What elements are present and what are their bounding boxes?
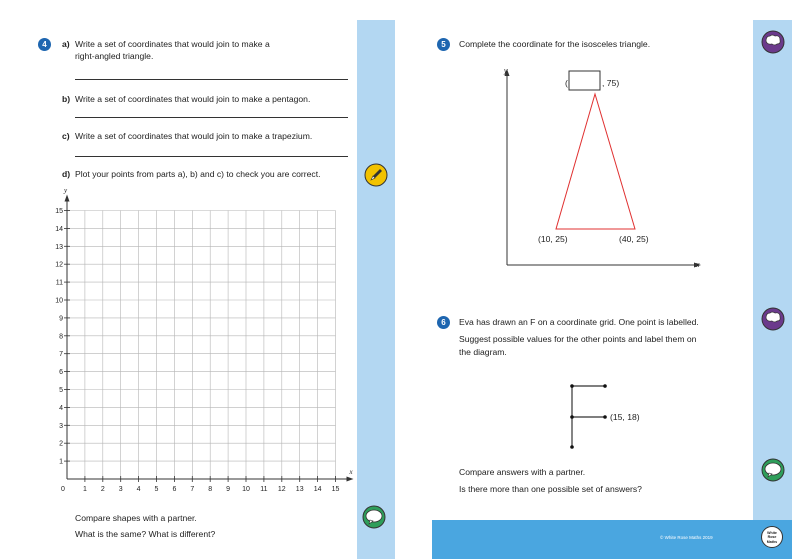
x-axis-label: x: [349, 468, 353, 476]
q4-coordinate-grid[interactable]: [50, 186, 355, 497]
pencil-icon: [364, 163, 388, 187]
x-tick-label: 11: [260, 486, 268, 493]
y-tick-label: 7: [59, 351, 63, 359]
y-tick-label: 1: [59, 458, 63, 466]
q5-right-point-label: (40, 25): [619, 234, 649, 244]
q6-text-line1: Eva has drawn an F on a coordinate grid. One point is labelled.: [459, 317, 699, 327]
x-tick-label: 9: [226, 486, 231, 493]
left-page-stripe: [357, 20, 395, 559]
q5-text: Complete the coordinate for the isosceles triangle.: [459, 39, 651, 49]
q6-text-line3: the diagram.: [459, 347, 507, 357]
y-tick-label: 5: [59, 387, 63, 394]
brain-icon: [761, 307, 785, 331]
f-point-top-left: [570, 384, 574, 388]
y-tick-label: 8: [59, 333, 63, 341]
y-axis-label: y: [64, 186, 68, 195]
x-tick-label: 10: [242, 486, 250, 493]
x-tick-label: 2: [100, 486, 105, 493]
logo-line-1: White: [767, 531, 777, 535]
y-tick-label: 3: [59, 422, 63, 430]
q5-left-point-label: (10, 25): [538, 234, 568, 244]
y-tick-label: 11: [55, 279, 63, 287]
isosceles-triangle: [556, 94, 635, 229]
x-tick-label: 6: [172, 486, 177, 493]
q4-compare-line2: What is the same? What is different?: [75, 529, 216, 539]
q4-a-text-line1: Write a set of coordinates that would join to make a: [75, 39, 270, 49]
q6-point-label: (15, 18): [610, 412, 640, 422]
q4-b-label: b): [62, 94, 71, 104]
f-point-top-right: [603, 384, 607, 388]
q5-x-axis-label: x: [696, 262, 700, 269]
q4-a-label: a): [62, 39, 70, 49]
x-tick-label: 14: [313, 486, 322, 493]
x-tick-label: 8: [208, 486, 213, 493]
q5-apex-y-value: , 75): [602, 78, 620, 88]
q4-c-label: c): [62, 131, 70, 141]
logo-line-2: Rose: [767, 535, 777, 540]
x-tick-label: 1: [82, 486, 87, 493]
origin-label: 0: [61, 486, 65, 493]
white-rose-logo: [761, 526, 783, 548]
q4-b-text: Write a set of coordinates that would join to make a pentagon.: [75, 94, 311, 104]
q6-compare-line1: Compare answers with a partner.: [459, 467, 586, 477]
q6-text-line2: Suggest possible values for the other points and label them on: [459, 334, 697, 344]
x-tick-label: 15: [331, 486, 340, 493]
question-5-number: 5: [437, 38, 450, 51]
question-4-number: 4: [38, 38, 51, 51]
brain-icon: [761, 30, 785, 54]
x-tick-label: 5: [154, 486, 159, 493]
right-page-stripe: [753, 20, 792, 520]
x-tick-label: 7: [190, 486, 195, 493]
x-axis-arrow: [347, 477, 354, 482]
y-tick-label: 2: [59, 440, 63, 448]
y-tick-label: 4: [59, 404, 63, 412]
y-tick-label: 14: [55, 225, 63, 233]
footer-copyright: © White Rose Maths 2019: [660, 535, 713, 540]
q4-compare-line1: Compare shapes with a partner.: [75, 513, 197, 523]
y-tick-label: 9: [59, 315, 63, 323]
x-tick-label: 3: [118, 486, 123, 493]
q4-b-answer-line[interactable]: [75, 117, 348, 118]
q5-apex-open-paren: (: [565, 78, 568, 88]
q5-apex-x-input[interactable]: [569, 71, 600, 90]
q4-d-text: Plot your points from parts a), b) and c) to check you are correct.: [75, 169, 321, 179]
speech-bubble-icon: [362, 505, 386, 529]
y-tick-label: 6: [59, 369, 63, 377]
speech-bubble-icon: [761, 458, 785, 482]
f-point-middle-right: [603, 415, 607, 419]
question-6-number: 6: [437, 316, 450, 329]
x-tick-label: 4: [136, 486, 141, 493]
right-page-footer: [432, 520, 792, 559]
q4-a-answer-line[interactable]: [75, 79, 348, 80]
x-tick-label: 13: [295, 486, 304, 493]
y-tick-label: 12: [55, 261, 63, 269]
y-axis-arrow: [65, 195, 70, 202]
q4-d-label: d): [62, 169, 71, 179]
y-tick-label: 13: [55, 243, 63, 251]
q5-y-axis-label: y: [504, 68, 508, 75]
f-point-bottom: [570, 445, 574, 449]
y-tick-label: 15: [55, 208, 63, 215]
y-tick-label: 10: [55, 297, 63, 305]
q5-triangle-diagram: [495, 65, 710, 275]
q4-c-text: Write a set of coordinates that would join to make a trapezium.: [75, 131, 313, 141]
q4-c-answer-line[interactable]: [75, 156, 348, 157]
logo-line-3: Maths: [766, 539, 778, 544]
f-point-middle-left: [570, 415, 574, 419]
q6-compare-line2: Is there more than one possible set of answers?: [459, 484, 642, 494]
x-tick-label: 12: [277, 486, 286, 493]
q4-a-text-line2: right-angled triangle.: [75, 51, 154, 61]
